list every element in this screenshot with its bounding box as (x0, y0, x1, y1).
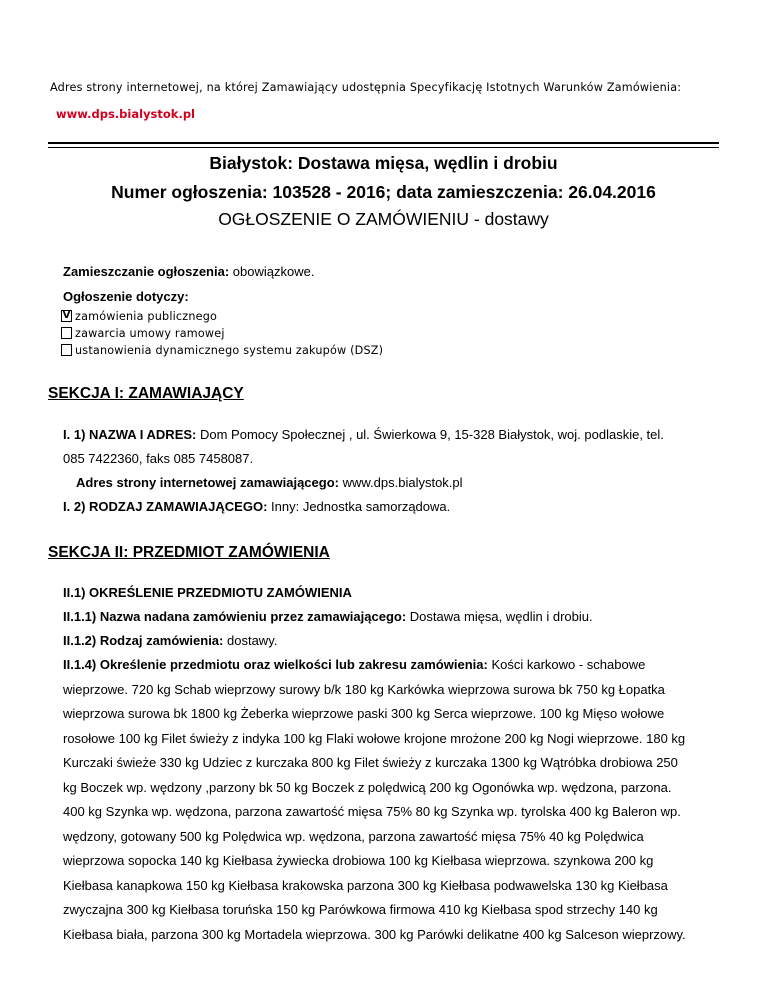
order-kind-line (63, 633, 277, 648)
contracting-name-label: I. 1) NAZWA I ADRES: (63, 427, 197, 442)
order-name-label: II.1.1) Nazwa nadana zamówieniu przez zamawiającego: (63, 609, 407, 624)
option-row (61, 343, 383, 357)
scope-line: wieprzowa sopocka 140 kg Kiełbasa żywiecka drobiowa 100 kg Kiełbasa wieprzowa. szynkowa 200 kg (63, 853, 654, 868)
notice-title: Białystok: Dostawa mięsa, wędlin i drobiu (209, 153, 558, 173)
scope-line: zwyczajna 300 kg Kiełbasa toruńska 150 kg Parówkowa firmowa 410 kg Kiełbasa spod strzechy 140 kg (63, 902, 658, 917)
scope-line (63, 653, 728, 678)
checkbox-empty-icon (61, 327, 72, 339)
contracting-name-value: Dom Pomocy Społecznej , ul. Świerkowa 9, 15-328 Białystok, woj. podlaskie, tel. (200, 427, 664, 442)
scope-line: rosołowe 100 kg Filet świeży z indyka 100 kg Flaki wołowe krojone mrożone 200 kg Nogi wieprzowe. 180 kg (63, 730, 686, 746)
scope-line: kg Boczek wp. wędzony ,parzony bk 50 kg Boczek z polędwicą 200 kg Ogonówka wp. wędzona, parzona. (63, 779, 672, 795)
scope-line: wędzony, gotowany 500 kg Polędwica wp. wędzona, parzona zawartość mięsa 75% 40 kg Polędwica (63, 828, 644, 844)
option-label: zawarcia umowy ramowej (75, 326, 225, 340)
section2-heading: SEKCJA II: PRZEDMIOT ZAMÓWIENIA (48, 544, 330, 561)
siwz-url-link[interactable]: www.dps.bialystok.pl (56, 107, 195, 121)
option-row (61, 326, 225, 340)
contracting-website-label: Adres strony internetowej zamawiającego: (76, 475, 339, 490)
section1-heading: SEKCJA I: ZAMAWIAJĄCY (48, 385, 244, 402)
siwz-intro-text: Adres strony internetowej, na której Zamawiający udostępnia Specyfikację Istotnych Warunków Zamówienia: (50, 81, 682, 94)
header-rule-thick (48, 142, 719, 144)
option-label: ustanowienia dynamicznego systemu zakupów (DSZ) (75, 343, 384, 357)
contracting-type-value: Inny: Jednostka samorządowa. (271, 499, 451, 514)
scope-line: Kurczaki świeże 330 kg Udziec z kurczaka 800 kg Filet świeży z kurczaka 1300 kg Wątróbka drobiowa 250 (63, 755, 678, 770)
contracting-type-line (63, 499, 450, 514)
contracting-name-line (63, 427, 664, 442)
scope-line: Kiełbasa kanapkowa 150 kg Kiełbasa krakowska parzona 300 kg Kiełbasa podwawelska 130 kg Kiełbasa (63, 877, 668, 893)
notice-number-line: Numer ogłoszenia: 103528 - 2016; data zamieszczenia: 26.04.2016 (111, 182, 656, 202)
subject-subheading: II.1) OKREŚLENIE PRZEDMIOTU ZAMÓWIENIA (63, 585, 352, 600)
notice-subtitle: OGŁOSZENIE O ZAMÓWIENIU - dostawy (218, 209, 549, 229)
contracting-website-value[interactable]: www.dps.bialystok.pl (342, 475, 463, 490)
contracting-type-label: I. 2) RODZAJ ZAMAWIAJĄCEGO: (63, 499, 268, 514)
checkbox-checked-icon: V (62, 310, 71, 321)
order-kind-value: dostawy. (227, 633, 278, 648)
placement-label: Zamieszczanie ogłoszenia: (63, 264, 230, 279)
order-name-value: Dostawa mięsa, wędlin i drobiu. (409, 609, 593, 624)
option-row (61, 309, 217, 323)
order-scope-label: II.1.4) Określenie przedmiotu oraz wielkości lub zakresu zamówienia: (63, 657, 488, 672)
option-label: zamówienia publicznego (75, 309, 218, 323)
scope-line: wieprzowe. 720 kg Schab wieprzowy surowy b/k 180 kg Karkówka wieprzowa surowa bk 750 kg Łopatka (63, 681, 665, 697)
scope-text: Kości karkowo - schabowe (491, 657, 646, 672)
checkbox-empty-icon (61, 344, 72, 356)
order-name-line (63, 609, 593, 624)
scope-line: Kiełbasa biała, parzona 300 kg Mortadela wieprzowa. 300 kg Parówki delikatne 400 kg Salceson wieprzowy. (63, 926, 686, 942)
placement-line (63, 264, 314, 279)
placement-value: obowiązkowe. (232, 264, 315, 279)
notice-title-block (48, 150, 719, 231)
scope-line: 400 kg Szynka wp. wędzona, parzona zawartość mięsa 75% 80 kg Szynka wp. tyrolska 400 kg Baleron wp. (63, 804, 681, 819)
order-kind-label: II.1.2) Rodzaj zamówienia: (63, 633, 224, 648)
contracting-website-line (76, 475, 463, 490)
contracting-contact-line: 085 7422360, faks 085 7458087. (63, 451, 254, 466)
order-scope-paragraph (63, 653, 728, 947)
concerns-label: Ogłoszenie dotyczy: (63, 289, 189, 304)
header-rule-thin (48, 147, 719, 148)
scope-line: wieprzowa surowa bk 1800 kg Żeberka wieprzowe paski 300 kg Serca wieprzowe. 100 kg Mięso wołowe (63, 706, 665, 721)
